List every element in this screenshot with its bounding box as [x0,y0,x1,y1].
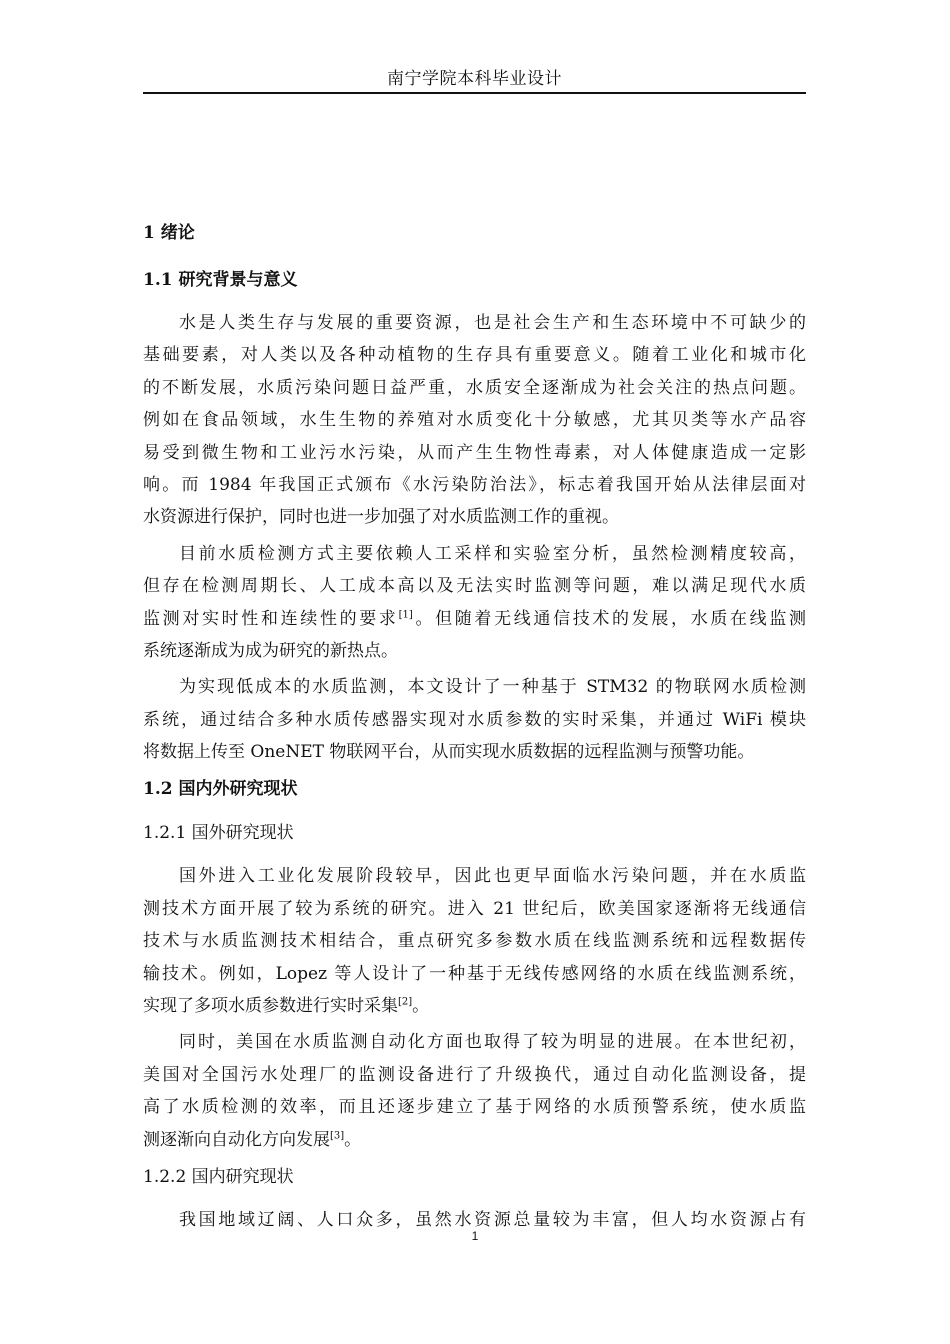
running-header: 南宁学院本科毕业设计 [387,69,562,89]
text-segment: 。但随着无线通信技术的发展，水质在线监测 [412,608,807,629]
text-segment: 监测对实时性和连续性的要求 [143,608,399,629]
text-line: 水是人类生存与发展的重要资源，也是社会生产和生态环境中不可缺少的 [179,313,806,333]
text-segment: 。 [412,996,430,1017]
paragraph-foreign-2 [143,1026,806,1156]
text-line: 系统，通过结合多种水质传感器实现对水质参数的实时采集，并通过 WiFi 模块 [143,709,806,730]
text-line: 目前水质检测方式主要依赖人工采样和实验室分析，虽然检测精度较高， [179,543,806,564]
text-line: 的不断发展，水质污染问题日益严重，水质安全逐渐成为社会关注的热点问题。 [143,377,806,398]
paragraph-background-3 [143,671,806,768]
text-segment: 测逐渐向自动化方向发展 [143,1129,330,1150]
text-line: 同时，美国在水质监测自动化方面也取得了较为明显的进展。在本世纪初， [179,1032,806,1053]
section-heading-1-1: 1.1 研究背景与意义 [143,270,298,290]
text-line: 水资源进行保护，同时也进一步加强了对水质监测工作的重视。 [143,507,619,528]
text-line: 为实现低成本的水质监测，本文设计了一种基于 STM32 的物联网水质检测 [179,677,806,698]
citation-marker: [1] [398,608,413,620]
text-line [143,990,806,1022]
paragraph-background-1 [143,307,806,534]
text-line [143,603,806,635]
text-line [143,1124,806,1156]
text-segment: 。 [344,1129,362,1150]
paragraph-background-2 [143,538,806,668]
text-line: 将数据上传至 OneNET 物联网平台，从而实现水质数据的远程监测与预警功能。 [143,742,755,763]
section-heading-1-2: 1.2 国内外研究现状 [143,779,298,800]
subsection-heading-1-2-1: 1.2.1 国外研究现状 [143,823,294,844]
text-line: 基础要素，对人类以及各种动植物的生存具有重要意义。随着工业化和城市化 [143,345,806,366]
text-line: 输技术。例如，Lopez 等人设计了一种基于无线传感网络的水质在线监测系统， [143,963,806,984]
citation-marker: [2] [398,996,413,1008]
text-segment: 实现了多项水质参数进行实时采集 [143,996,398,1017]
text-line: 响。而 1984 年我国正式颁布《水污染防治法》，标志着我国开始从法律层面对 [143,474,806,495]
citation-marker: [3] [330,1129,345,1141]
text-line: 易受到微生物和工业污水污染，从而产生生物性毒素，对人体健康造成一定影 [143,442,806,463]
text-line: 测技术方面开展了较为系统的研究。进入 21 世纪后，欧美国家逐渐将无线通信 [143,898,806,919]
text-line: 高了水质检测的效率，而且还逐步建立了基于网络的水质预警系统，使水质监 [143,1097,806,1118]
text-line: 我国地域辽阔、人口众多，虽然水资源总量较为丰富，但人均水资源占有 [179,1209,806,1230]
text-line: 系统逐渐成为成为研究的新热点。 [143,640,398,661]
paragraph-foreign-1 [143,860,806,1022]
page-content [143,216,806,1240]
text-line: 美国对全国污水处理厂的监测设备进行了升级换代，通过自动化监测设备，提 [143,1064,806,1085]
text-line: 但存在检测周期长、人工成本高以及无法实时监测等问题，难以满足现代水质 [143,576,806,597]
text-line: 技术与水质监测技术相结合，重点研究多参数水质在线监测系统和远程数据传 [143,931,806,952]
text-line: 例如在食品领域，水生生物的养殖对水质变化十分敏感，尤其贝类等水产品容 [143,410,806,431]
chapter-heading: 1 绪论 [143,223,195,243]
text-line: 国外进入工业化发展阶段较早，因此也更早面临水污染问题，并在水质监 [179,866,806,887]
page-number: 1 [471,1229,479,1243]
subsection-heading-1-2-2: 1.2.2 国内研究现状 [143,1166,294,1187]
header-rule [143,92,806,94]
